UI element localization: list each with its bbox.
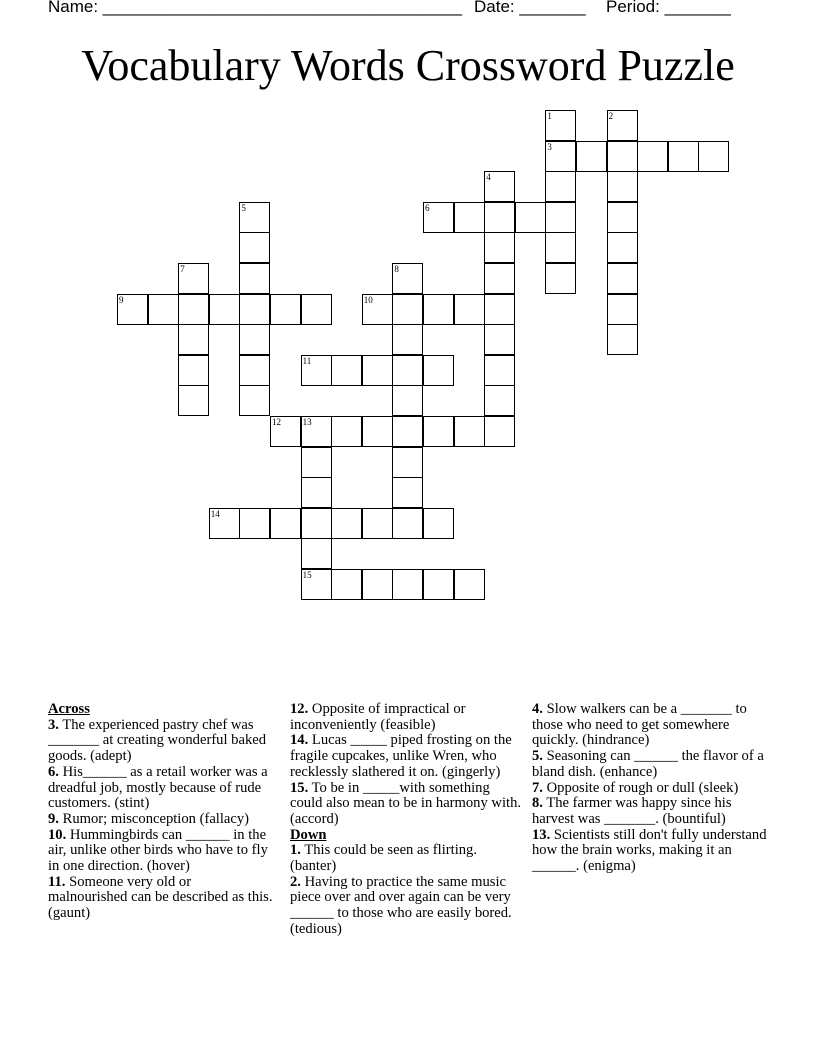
grid-cell[interactable] (331, 508, 362, 539)
clue-across-14: 14. Lucas _____ piped frosting on the fragile cupcakes, unlike Wren, who recklessly slathered it on. (gingerly) (290, 732, 512, 780)
clue-number: 1 (547, 111, 552, 121)
clue-across-15: 15. To be in _____with something could also mean to be in harmony with. (accord) (290, 779, 522, 827)
date-field[interactable]: Date: _______ (474, 0, 586, 16)
grid-cell[interactable] (484, 232, 515, 263)
grid-cell[interactable] (331, 416, 362, 447)
grid-cell[interactable] (209, 508, 240, 539)
grid-cell[interactable] (545, 263, 576, 294)
grid-cell[interactable] (239, 294, 270, 325)
clue-number: 4 (486, 172, 491, 183)
grid-cell[interactable] (423, 569, 454, 600)
grid-cell[interactable] (239, 263, 270, 294)
grid-cell[interactable] (607, 171, 638, 202)
grid-cell[interactable] (392, 477, 423, 508)
grid-cell[interactable] (362, 416, 393, 447)
grid-cell[interactable] (515, 202, 546, 233)
grid-cell[interactable] (301, 416, 332, 447)
grid-cell[interactable] (239, 385, 270, 416)
grid-cell[interactable] (392, 416, 423, 447)
grid-cell[interactable] (576, 141, 607, 172)
clue-number: 15 (302, 570, 312, 580)
grid-cell[interactable] (545, 232, 576, 263)
grid-cell[interactable] (484, 324, 515, 355)
grid-cell[interactable] (423, 416, 454, 447)
grid-cell[interactable] (545, 171, 576, 202)
clue-number: 12 (272, 417, 281, 427)
grid-cell[interactable] (637, 141, 668, 172)
grid-cell[interactable] (698, 141, 729, 172)
grid-cell[interactable] (148, 294, 179, 325)
grid-cell[interactable] (239, 508, 270, 539)
clue-number: 8 (394, 264, 399, 274)
grid-cell[interactable] (301, 508, 332, 539)
clue-down-13: 13. Scientists still don't fully understand how the brain works, making it an ______. (enigma) (532, 826, 767, 875)
page-title: Vocabulary Words Crossword Puzzle (81, 41, 735, 90)
grid-cell[interactable] (454, 294, 485, 325)
grid-cell[interactable] (392, 385, 423, 416)
grid-cell[interactable] (484, 171, 515, 202)
clue-across-3: 3. The experienced pastry chef was _______ at creating wonderful baked goods. (adept) (48, 716, 267, 765)
down-heading: Down (290, 826, 327, 843)
grid-cell[interactable] (484, 385, 515, 416)
clue-down-5: 5. Seasoning can ______ the flavor of a bland dish. (enhance) (532, 748, 764, 780)
grid-cell[interactable] (239, 202, 270, 233)
grid-cell[interactable] (178, 324, 209, 355)
grid-cell[interactable] (392, 294, 423, 325)
grid-cell[interactable] (270, 416, 301, 447)
grid-cell[interactable] (362, 508, 393, 539)
grid-cell[interactable] (392, 324, 423, 355)
grid-cell[interactable] (301, 447, 332, 478)
grid-cell[interactable] (392, 447, 423, 478)
grid-cell[interactable] (178, 294, 209, 325)
grid-cell[interactable] (239, 232, 270, 263)
grid-cell[interactable] (362, 294, 393, 325)
grid-cell[interactable] (239, 324, 270, 355)
grid-cell[interactable] (545, 110, 576, 141)
grid-cell[interactable] (209, 294, 240, 325)
grid-cell[interactable] (545, 202, 576, 233)
grid-cell[interactable] (301, 355, 332, 386)
grid-cell[interactable] (484, 294, 515, 325)
grid-cell[interactable] (668, 141, 699, 172)
grid-cell[interactable] (301, 294, 332, 325)
clues-column-3 (532, 702, 772, 875)
grid-cell[interactable] (484, 355, 515, 386)
grid-cell[interactable] (178, 385, 209, 416)
clue-down-8: 8. The farmer was happy since his harvest was _______. (bountiful) (532, 795, 732, 827)
grid-cell[interactable] (301, 538, 332, 569)
grid-cell[interactable] (484, 202, 515, 233)
clue-number: 5 (241, 202, 246, 213)
clue-number: 6 (425, 202, 430, 213)
clue-number: 14 (210, 508, 220, 519)
grid-cell[interactable] (423, 294, 454, 325)
grid-cell[interactable] (454, 416, 485, 447)
grid-cell[interactable] (301, 569, 332, 600)
clue-number: 10 (363, 294, 373, 305)
grid-cell[interactable] (178, 355, 209, 386)
grid-cell[interactable] (423, 202, 454, 233)
clue-down-2: 2. Having to practice the same music piece over and over again can be very ______ to those who are easily bored. (tedious) (290, 873, 512, 937)
grid-cell[interactable] (270, 294, 301, 325)
clues-column-2 (290, 702, 524, 938)
grid-cell[interactable] (607, 263, 638, 294)
grid-cell[interactable] (362, 355, 393, 386)
clues-column-1 (48, 702, 274, 922)
clue-number: 9 (119, 294, 124, 305)
grid-cell[interactable] (607, 202, 638, 233)
grid-cell[interactable] (117, 294, 148, 325)
clue-down-1: 1. This could be seen as flirting. (banter) (290, 842, 477, 875)
grid-cell[interactable] (607, 324, 638, 355)
grid-cell[interactable] (331, 569, 362, 600)
grid-cell[interactable] (607, 294, 638, 325)
clue-down-7: 7. Opposite of rough or dull (sleek) (532, 779, 739, 796)
clue-across-10: 10. Hummingbirds can ______ in the air, unlike other birds who have to fly in one direction. (hover) (48, 826, 268, 875)
clue-number: 13 (302, 417, 312, 427)
clue-across-12: 12. Opposite of impractical or inconveniently (feasible) (290, 701, 466, 733)
clue-number: 2 (608, 111, 614, 121)
grid-cell[interactable] (454, 202, 485, 233)
name-field[interactable]: Name: ______________________________________ (48, 0, 463, 16)
clue-across-11: 11. Someone very old or malnourished can be described as this. (gaunt) (48, 873, 273, 922)
grid-cell[interactable] (454, 569, 485, 600)
clue-number: 7 (180, 264, 185, 274)
grid-cell[interactable] (392, 263, 423, 294)
grid-cell[interactable] (607, 110, 638, 141)
grid-cell[interactable] (392, 508, 423, 539)
grid-cell[interactable] (423, 355, 454, 386)
clue-across-6: 6. His______ as a retail worker was a dreadful job, mostly because of rude customers. (stint) (48, 763, 268, 812)
grid-cell[interactable] (423, 508, 454, 539)
grid-cell[interactable] (331, 355, 362, 386)
clue-number: 3 (547, 141, 552, 152)
grid-cell[interactable] (362, 569, 393, 600)
grid-cell[interactable] (270, 508, 301, 539)
grid-cell[interactable] (239, 355, 270, 386)
grid-cell[interactable] (392, 355, 423, 386)
across-heading: Across (48, 701, 90, 717)
grid-cell[interactable] (484, 416, 515, 447)
grid-cell[interactable] (607, 232, 638, 263)
clue-down-4: 4. Slow walkers can be a _______ to those who need to get somewhere quickly. (hindrance) (532, 701, 747, 749)
grid-cell[interactable] (301, 477, 332, 508)
grid-cell[interactable] (484, 263, 515, 294)
grid-cell[interactable] (545, 141, 576, 172)
clue-number: 11 (302, 355, 312, 366)
clue-across-9: 9. Rumor; misconception (fallacy) (48, 810, 250, 827)
grid-cell[interactable] (178, 263, 209, 294)
period-field[interactable]: Period: _______ (606, 0, 731, 16)
grid-cell[interactable] (607, 141, 638, 172)
grid-cell[interactable] (392, 569, 423, 600)
